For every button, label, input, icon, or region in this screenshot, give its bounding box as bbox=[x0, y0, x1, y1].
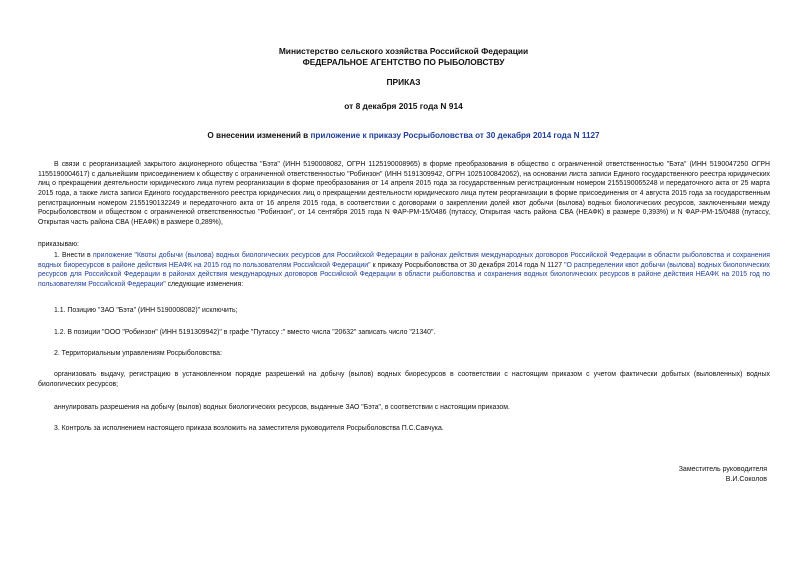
agency-name: ФЕДЕРАЛЬНОЕ АГЕНТСТВО ПО РЫБОЛОВСТВУ bbox=[302, 56, 505, 67]
item-1-mid: к приказу Росрыболовства от 30 декабря 2014 года N 1127 bbox=[370, 261, 565, 269]
item-3: 3. Контроль за исполнением настоящего приказа возложить на заместителя руководителя Росрыболовства П.С.Савчука. bbox=[54, 425, 444, 432]
item-1-1: 1.1. Позицию "ЗАО "Бэта" (ИНН 5190008082)" исключить; bbox=[54, 307, 238, 314]
order-word: приказываю: bbox=[38, 241, 79, 248]
item-2-organize: организовать выдачу, регистрацию в установленном порядке разрешений на добычу (вылов) водных биоресурсов в соответствии с настоящим приказом с учетом фактически добытых (выловленных) водных биологических ресурсов; bbox=[38, 371, 770, 388]
appendix-link[interactable]: приложение "Квоты добычи (вылова) водных биологических ресурсов для Российской Федерации в районах действия международных договоров Российской Федерации в области рыболовства и сохранения водных биоресурсов в районе действия НЕАФК на 2015 год по пользователям Российской Федерации" bbox=[38, 252, 770, 269]
title-prefix: О внесении изменений в bbox=[207, 131, 311, 140]
item-2: 2. Территориальным управлениям Росрыболовства: bbox=[54, 350, 222, 357]
doc-date-number: от 8 декабря 2015 года N 914 bbox=[344, 101, 463, 111]
header-block bbox=[0, 46, 807, 67]
order-title-link[interactable]: "О распределении квот добычи (вылова) водных биологических ресурсов для Российской Федерации в районах действия международных договоров Российской Федерации в области рыболовства и сохранения водных биологических ресурсов в районе действия НЕАФК на 2015 год по пользователям Российской Федерации" bbox=[38, 261, 770, 288]
intro-paragraph: В связи с реорганизацией закрытого акционерного общества "Бэта" (ИНН 5190008082, ОГРН 1125190008965) в форме преобразования в общество с ограниченной ответственностью "Бэта" (ИНН 5190047250 ОГРН 1155190004617) с дальнейшим присоединением к обществу с ограниченной ответственностью "Робинзон" (ИНН 5191309942, ОГРН 1025100842062), на основании листа записи Единого государственного реестра юридических лиц о прекращении деятельности юридического лица путем реорганизации в форме преобразования от 14 апреля 2015 года за государственным регистрационным номером 2155190065248 и передаточного акта от 25 марта 2015 года, а также листа записи Единого государственного реестра юридических лиц о прекращении деятельности юридического лица путем реорганизации в форме присоединения от 4 августа 2015 года за государственным регистрационным номером 2155190132249 и передаточного акта от 16 апреля 2015 года, в соответствии с договорами о закреплении долей квот добычи (вылова) водных биологических ресурсов, заключенными между Росрыболовством и обществом с ограниченной ответственностью "Робинзон", от 14 сентября 2015 года N ФАР-РМ-15/0486 (путассу, Открытая часть района СВА (НЕАФК) в размере 0,393%) и N ФАР-РМ-15/0488 (путассу, Открытая часть района СВА (НЕАФК) в размере 0,289%), bbox=[38, 161, 770, 226]
ministry-name: Министерство сельского хозяйства Российской Федерации bbox=[278, 46, 529, 56]
doc-title bbox=[0, 131, 807, 141]
item-1-paragraph bbox=[38, 251, 770, 290]
signer-position: Заместитель руководителя bbox=[678, 466, 767, 473]
item-2-annul: аннулировать разрешения на добычу (вылов) водных биологических ресурсов, выданные ЗАО "Бэта", в соответствии с настоящим приказом. bbox=[54, 404, 510, 411]
doc-type: ПРИКАЗ bbox=[386, 77, 421, 87]
signature-block bbox=[679, 465, 767, 485]
title-link[interactable]: приложение к приказу Росрыболовства от 30 декабря 2014 года N 1127 bbox=[310, 131, 600, 140]
item-1-2: 1.2. В позиции "ООО "Робинзон" (ИНН 5191309942)" в графе "Путассу :" вместо числа "20632" записать число "21340". bbox=[54, 329, 436, 336]
signer-name: В.И.Соколов bbox=[725, 476, 767, 484]
item-1-suffix: следующие изменения: bbox=[165, 280, 244, 288]
item-1-prefix: 1. Внести в bbox=[54, 252, 94, 259]
